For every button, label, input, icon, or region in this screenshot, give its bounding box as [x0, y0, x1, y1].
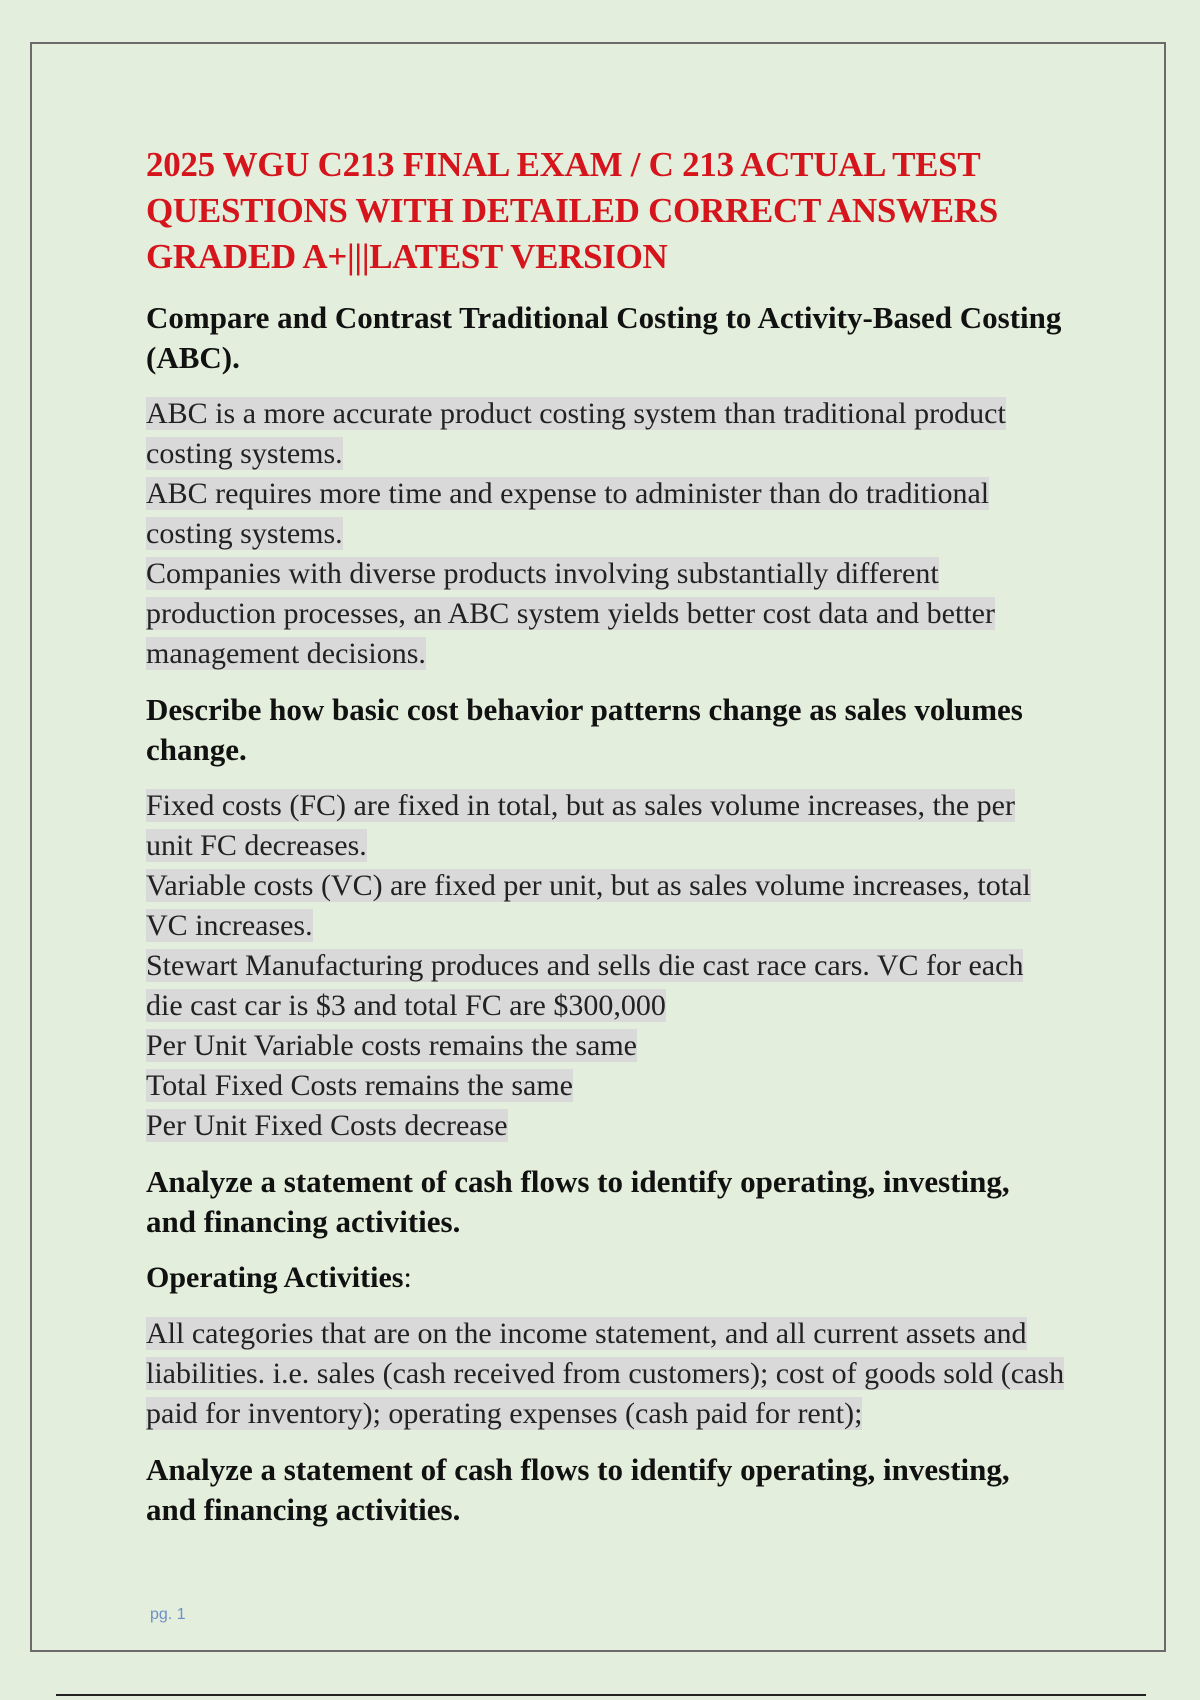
question-heading: Analyze a statement of cash flows to identify operating, investing, and financing activities. [146, 1164, 1010, 1239]
subheading-label: Operating Activities [146, 1261, 404, 1294]
answer-line: All categories that are on the income statement, and all current assets and liabilities. i.e. sales (cash received from customers); cost of goods sold (cash paid for inventory); operating expenses (cash paid for rent); [146, 1317, 1065, 1430]
page-number: pg. 1 [150, 1606, 186, 1623]
answer-line: Fixed costs (FC) are fixed in total, but as sales volume increases, the per unit FC decreases. [146, 789, 1015, 862]
answer-line: ABC is a more accurate product costing system than traditional product costing systems. [146, 397, 1006, 470]
answer-line: ABC requires more time and expense to administer than do traditional costing systems. [146, 477, 990, 550]
answer-block [146, 394, 1066, 674]
answer-block [146, 1314, 1066, 1434]
question-heading: Describe how basic cost behavior patterns change as sales volumes change. [146, 692, 1023, 767]
answer-line: Stewart Manufacturing produces and sells die cast race cars. VC for each die cast car is $3 and total FC are $300,000 [146, 949, 1024, 1022]
subheading [146, 1258, 1066, 1298]
question-heading: Compare and Contrast Traditional Costing to Activity-Based Costing (ABC). [146, 300, 1062, 375]
subheading-suffix: : [403, 1261, 412, 1294]
answer-line: Companies with diverse products involving substantially different production processes, an ABC system yields better cost data and better management decisions. [146, 557, 995, 670]
answer-block [146, 786, 1066, 1146]
document-content [146, 142, 1066, 1546]
answer-line: Per Unit Variable costs remains the same [146, 1029, 637, 1062]
answer-line: Variable costs (VC) are fixed per unit, but as sales volume increases, total VC increases. [146, 869, 1031, 942]
answer-line: Per Unit Fixed Costs decrease [146, 1109, 508, 1142]
answer-line: Total Fixed Costs remains the same [146, 1069, 574, 1102]
document-title: 2025 WGU C213 FINAL EXAM / C 213 ACTUAL TEST QUESTIONS WITH DETAILED CORRECT ANSWERS GRADED A+|||LATEST VERSION [146, 145, 998, 276]
bottom-divider [56, 1694, 1146, 1696]
question-heading: Analyze a statement of cash flows to identify operating, investing, and financing activities. [146, 1452, 1010, 1527]
